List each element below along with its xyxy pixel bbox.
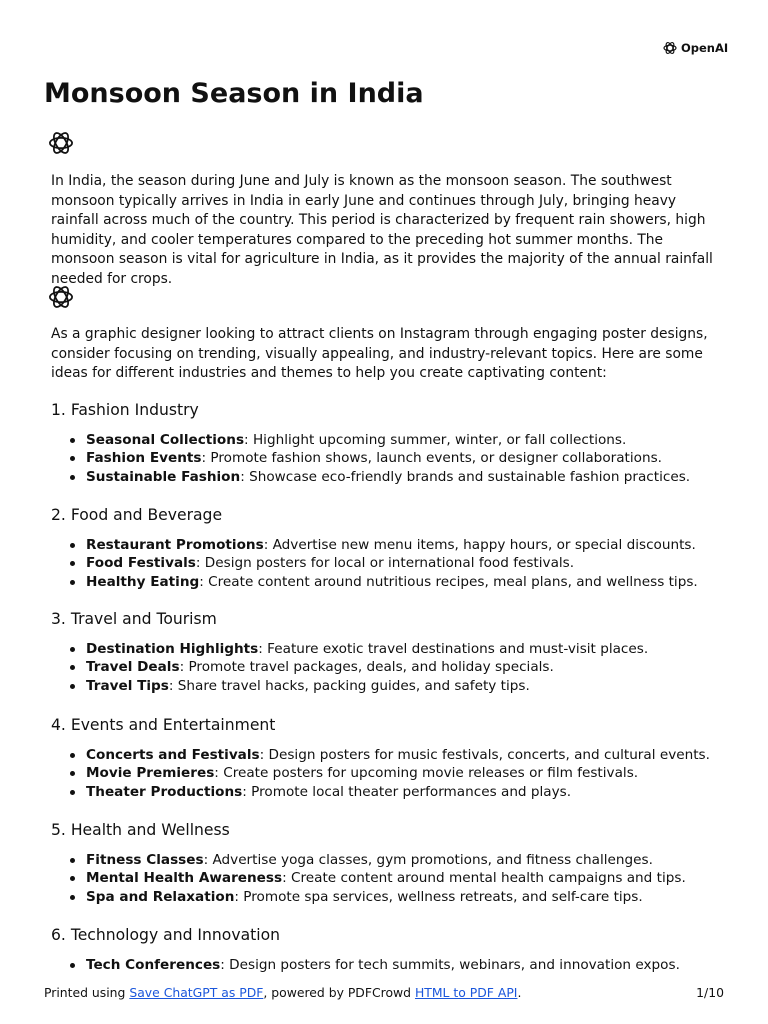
chatgpt-logo-icon xyxy=(47,129,75,157)
item-description: : Promote local theater performances and plays. xyxy=(242,783,572,800)
bullet-list xyxy=(51,851,741,906)
assistant-avatar xyxy=(47,129,75,157)
openai-brand xyxy=(662,40,728,56)
section-technology-and-innovation xyxy=(51,925,741,974)
item-description: : Create content around nutritious recipes, meal plans, and wellness tips. xyxy=(199,573,698,590)
item-description: : Advertise new menu items, happy hours, or special discounts. xyxy=(263,537,696,553)
item-description: : Feature exotic travel destinations and must-visit places. xyxy=(258,641,649,657)
section-heading: 6. Technology and Innovation xyxy=(51,926,280,944)
bullet-list xyxy=(51,431,741,486)
item-description: : Share travel hacks, packing guides, and safety tips. xyxy=(168,677,530,694)
item-term: Fitness Classes xyxy=(86,852,204,868)
item-term: Travel Tips xyxy=(86,677,169,694)
list-item xyxy=(51,640,741,658)
item-term: Tech Conferences xyxy=(86,957,221,973)
item-description: : Promote fashion shows, launch events, or designer collaborations. xyxy=(201,450,662,467)
item-term: Movie Premieres xyxy=(86,765,215,782)
list-item xyxy=(51,746,741,764)
list-item xyxy=(51,888,741,906)
section-heading: 5. Health and Wellness xyxy=(51,821,230,839)
section-fashion-industry xyxy=(51,400,741,486)
section-heading: 4. Events and Entertainment xyxy=(51,716,276,734)
section-heading: 2. Food and Beverage xyxy=(51,506,223,524)
response-paragraph: As a graphic designer looking to attract clients on Instagram through engaging poster designs, consider focusing on trending, visually appealing, and industry-relevant topics. Here are some ideas for different industries and themes to help you create captivating content: xyxy=(51,326,708,382)
footer-prefix: Printed using xyxy=(44,985,130,1000)
html-to-pdf-api-link[interactable]: HTML to PDF API xyxy=(414,985,518,1000)
item-term: Food Festivals xyxy=(86,555,196,572)
item-term: Mental Health Awareness xyxy=(86,870,283,887)
list-item xyxy=(51,658,741,676)
list-item xyxy=(51,677,741,695)
item-term: Fashion Events xyxy=(86,450,202,467)
item-term: Healthy Eating xyxy=(86,573,200,590)
item-description: : Design posters for local or international food festivals. xyxy=(195,555,575,572)
item-term: Seasonal Collections xyxy=(86,432,245,448)
item-description: : Design posters for tech summits, webinars, and innovation expos. xyxy=(220,957,680,973)
section-travel-and-tourism xyxy=(51,609,741,695)
print-footer xyxy=(44,985,724,1001)
item-description: : Create posters for upcoming movie releases or film festivals. xyxy=(214,765,639,782)
assistant-avatar xyxy=(47,283,75,311)
list-item xyxy=(51,783,741,801)
section-heading: 3. Travel and Tourism xyxy=(51,610,217,628)
item-description: : Promote spa services, wellness retreats, and self-care tips. xyxy=(234,888,643,905)
item-description: : Advertise yoga classes, gym promotions, and fitness challenges. xyxy=(203,852,653,868)
openai-logo-icon xyxy=(662,40,678,56)
bullet-list xyxy=(51,640,741,695)
list-item xyxy=(51,764,741,782)
section-food-and-beverage xyxy=(51,505,741,591)
item-term: Spa and Relaxation xyxy=(86,888,235,905)
save-chatgpt-as-pdf-link[interactable]: Save ChatGPT as PDF xyxy=(129,985,264,1000)
bullet-list xyxy=(51,746,741,801)
item-description: : Design posters for music festivals, concerts, and cultural events. xyxy=(259,747,710,763)
item-description: : Promote travel packages, deals, and holiday specials. xyxy=(179,659,554,676)
page-title: Monsoon Season in India xyxy=(44,78,424,109)
bullet-list xyxy=(51,536,741,591)
list-item xyxy=(51,573,741,591)
section-health-and-wellness xyxy=(51,820,741,906)
footer-middle: , powered by PDFCrowd xyxy=(263,985,415,1000)
list-item xyxy=(51,536,741,554)
chatgpt-logo-icon xyxy=(47,283,75,311)
item-term: Theater Productions xyxy=(86,783,243,800)
list-item xyxy=(51,869,741,887)
list-item xyxy=(51,851,741,869)
bullet-list xyxy=(51,956,741,974)
brand-name: OpenAI xyxy=(681,41,729,55)
item-term: Restaurant Promotions xyxy=(86,537,264,553)
item-description: : Highlight upcoming summer, winter, or fall collections. xyxy=(244,432,627,448)
footer-suffix: . xyxy=(517,985,522,1000)
page-number: 1/10 xyxy=(696,985,724,1000)
response-paragraph: In India, the season during June and July is known as the monsoon season. The southwest monsoon typically arrives in India in early June and continues through July, bringing heavy rainfall across much of the country. This period is characterized by frequent rain showers, high humidity, and cooler temperatures compared to the preceding hot summer months. The monsoon season is vital for agriculture in India, as it provides the majority of the annual rainfall needed for crops. xyxy=(51,173,713,287)
list-item xyxy=(51,554,741,572)
item-term: Destination Highlights xyxy=(86,641,259,657)
list-item xyxy=(51,431,741,449)
section-events-and-entertainment xyxy=(51,715,741,801)
list-item xyxy=(51,449,741,467)
item-term: Travel Deals xyxy=(86,659,180,676)
item-description: : Showcase eco-friendly brands and sustainable fashion practices. xyxy=(240,468,691,485)
list-item xyxy=(51,468,741,486)
section-heading: 1. Fashion Industry xyxy=(51,401,199,419)
item-description: : Create content around mental health campaigns and tips. xyxy=(282,870,686,887)
item-term: Sustainable Fashion xyxy=(86,468,241,485)
list-item xyxy=(51,956,741,974)
item-term: Concerts and Festivals xyxy=(86,747,260,763)
